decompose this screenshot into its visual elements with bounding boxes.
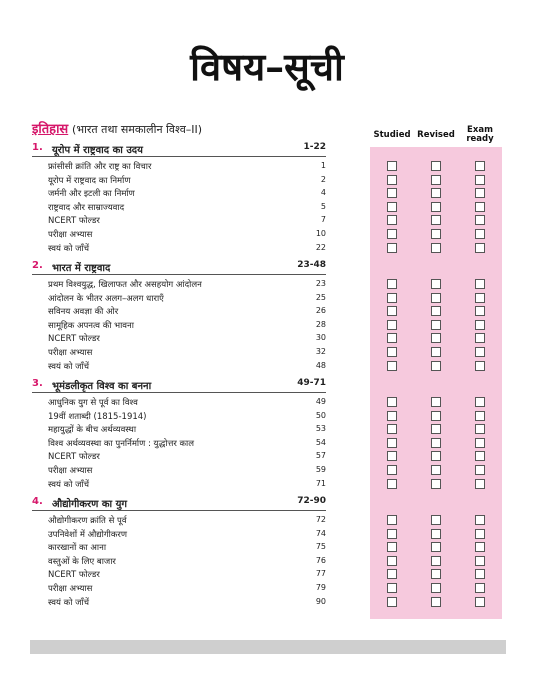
column-header-exam-line2: ready: [466, 134, 494, 144]
studied-checkbox[interactable]: [387, 542, 397, 552]
studied-checkbox[interactable]: [387, 411, 397, 421]
toc-entry[interactable]: [48, 450, 326, 464]
exam-ready-checkbox[interactable]: [475, 293, 485, 303]
chapter-section: [32, 260, 326, 372]
studied-checkbox[interactable]: [387, 451, 397, 461]
revised-checkbox[interactable]: [431, 161, 441, 171]
toc-entry-label: प्रथम विश्वयुद्ध, खिलाफत और असहयोग आंदोलन: [48, 280, 202, 290]
revised-checkbox[interactable]: [431, 215, 441, 225]
exam-ready-checkbox[interactable]: [475, 424, 485, 434]
exam-ready-checkbox[interactable]: [475, 529, 485, 539]
toc-entry[interactable]: [48, 514, 326, 528]
exam-ready-checkbox[interactable]: [475, 465, 485, 475]
exam-ready-checkbox[interactable]: [475, 556, 485, 566]
toc-entry-label: NCERT फोल्डर: [48, 452, 100, 463]
toc-entry-label: औद्योगीकरण क्रांति से पूर्व: [48, 516, 127, 526]
studied-checkbox[interactable]: [387, 597, 397, 607]
chapter-page-range: 49-71: [297, 378, 326, 388]
exam-ready-checkbox[interactable]: [475, 279, 485, 289]
subject-name: इतिहास: [32, 122, 69, 137]
toc-entry[interactable]: [48, 464, 326, 478]
studied-checkbox[interactable]: [387, 479, 397, 489]
revised-checkbox[interactable]: [431, 479, 441, 489]
revised-checkbox[interactable]: [431, 556, 441, 566]
toc-entry-label: विश्व अर्थव्यवस्था का पुनर्निर्माण : युद्धोत्तर काल: [48, 438, 194, 449]
revised-checkbox[interactable]: [431, 293, 441, 303]
toc-entry-page: 1: [320, 161, 326, 170]
studied-checkbox[interactable]: [387, 279, 397, 289]
revised-checkbox[interactable]: [431, 583, 441, 593]
toc-entry-label: परीक्षा अभ्यास: [48, 584, 93, 594]
revised-checkbox[interactable]: [431, 175, 441, 185]
exam-ready-checkbox[interactable]: [475, 175, 485, 185]
chapter-heading[interactable]: [32, 378, 326, 392]
toc-entry-page: 59: [315, 465, 326, 474]
toc-entry-label: स्वयं को जाँचें: [48, 597, 90, 608]
chapter-section: [32, 142, 326, 254]
exam-ready-checkbox[interactable]: [475, 361, 485, 371]
toc-entry-label: फ्रांसीसी क्रांति और राष्ट्र का विचार: [48, 162, 152, 172]
revised-checkbox[interactable]: [431, 424, 441, 434]
exam-ready-checkbox[interactable]: [475, 451, 485, 461]
chapter-heading[interactable]: [32, 260, 326, 274]
toc-entry[interactable]: [48, 242, 326, 256]
toc-entry-label: NCERT फोल्डर: [48, 216, 100, 227]
studied-checkbox[interactable]: [387, 320, 397, 330]
studied-checkbox[interactable]: [387, 306, 397, 316]
toc-entry-page: 50: [315, 410, 326, 420]
revised-checkbox[interactable]: [431, 569, 441, 579]
toc-entry-label: स्वयं को जाँचें: [48, 479, 90, 490]
exam-ready-checkbox[interactable]: [475, 411, 485, 421]
exam-ready-checkbox[interactable]: [475, 229, 485, 239]
chapter-number: 2.: [32, 260, 43, 271]
toc-entry[interactable]: [48, 528, 326, 542]
toc-entry-page: 23: [315, 279, 326, 288]
studied-checkbox[interactable]: [387, 515, 397, 525]
exam-ready-checkbox[interactable]: [475, 515, 485, 525]
footer-bar: [30, 640, 506, 654]
toc-entry[interactable]: [48, 305, 326, 319]
column-header-studied: Studied: [373, 130, 411, 140]
exam-ready-checkbox[interactable]: [475, 438, 485, 448]
toc-entry-label: वस्तुओं के लिए बाजार: [48, 556, 116, 567]
toc-entry-label: यूरोप में राष्ट्रवाद का निर्माण: [48, 175, 131, 186]
studied-checkbox[interactable]: [387, 215, 397, 225]
exam-ready-checkbox[interactable]: [475, 243, 485, 253]
subject-heading: [32, 119, 202, 137]
chapter-heading[interactable]: [32, 496, 326, 510]
toc-entry-page: 32: [315, 347, 326, 356]
revised-checkbox[interactable]: [431, 451, 441, 461]
toc-entry-page: 26: [315, 306, 326, 316]
toc-entry-label: उपनिवेशों में औद्योगीकरण: [48, 529, 127, 540]
studied-checkbox[interactable]: [387, 361, 397, 371]
chapter-section: [32, 496, 326, 608]
revised-checkbox[interactable]: [431, 188, 441, 198]
chapter-page-range: 1-22: [303, 142, 326, 152]
studied-checkbox[interactable]: [387, 438, 397, 448]
chapter-divider: [32, 274, 326, 275]
studied-checkbox[interactable]: [387, 202, 397, 212]
revised-checkbox[interactable]: [431, 411, 441, 421]
toc-entry[interactable]: [48, 360, 326, 374]
toc-entry[interactable]: [48, 396, 326, 410]
toc-entry-page: 90: [315, 596, 326, 606]
revised-checkbox[interactable]: [431, 202, 441, 212]
studied-checkbox[interactable]: [387, 229, 397, 239]
chapter-heading[interactable]: [32, 142, 326, 156]
chapter-number: 1.: [32, 142, 43, 153]
revised-checkbox[interactable]: [431, 333, 441, 343]
exam-ready-checkbox[interactable]: [475, 569, 485, 579]
revised-checkbox[interactable]: [431, 306, 441, 316]
toc-entry[interactable]: [48, 423, 326, 437]
chapter-divider: [32, 392, 326, 393]
revised-checkbox[interactable]: [431, 320, 441, 330]
exam-ready-checkbox[interactable]: [475, 188, 485, 198]
toc-entry-page: 25: [315, 292, 326, 302]
toc-entry-page: 48: [315, 360, 326, 370]
exam-ready-checkbox[interactable]: [475, 215, 485, 225]
toc-entry-label: आधुनिक युग से पूर्व का विश्व: [48, 398, 138, 408]
toc-entry-page: 5: [320, 201, 326, 211]
subject-subtitle: (भारत तथा समकालीन विश्व–II): [72, 123, 203, 136]
exam-ready-checkbox[interactable]: [475, 202, 485, 212]
studied-checkbox[interactable]: [387, 556, 397, 566]
toc-entry-label: स्वयं को जाँचें: [48, 243, 90, 254]
chapter-divider: [32, 156, 326, 157]
studied-checkbox[interactable]: [387, 397, 397, 407]
toc-entry[interactable]: [48, 582, 326, 596]
toc-entry[interactable]: [48, 437, 326, 451]
toc-entry[interactable]: [48, 228, 326, 242]
studied-checkbox[interactable]: [387, 188, 397, 198]
toc-entry[interactable]: [48, 292, 326, 306]
toc-entry[interactable]: [48, 410, 326, 424]
revised-checkbox[interactable]: [431, 529, 441, 539]
revised-checkbox[interactable]: [431, 229, 441, 239]
exam-ready-checkbox[interactable]: [475, 161, 485, 171]
toc-entry-page: 28: [315, 319, 326, 329]
toc-entry-page: 72: [315, 515, 326, 524]
toc-entry[interactable]: [48, 555, 326, 569]
revised-checkbox[interactable]: [431, 465, 441, 475]
column-header-exam-ready: [458, 126, 502, 144]
toc-entry-page: 4: [320, 188, 326, 198]
revised-checkbox[interactable]: [431, 397, 441, 407]
chapter-page-range: 72-90: [297, 496, 326, 506]
toc-entry-label: NCERT फोल्डर: [48, 334, 100, 345]
toc-entry-label: 19वीं शताब्दी (1815-1914): [48, 411, 147, 422]
studied-checkbox[interactable]: [387, 333, 397, 343]
toc-entry-label: परीक्षा अभ्यास: [48, 466, 93, 476]
chapter-page-range: 23-48: [297, 260, 326, 270]
toc-entry[interactable]: [48, 160, 326, 174]
exam-ready-checkbox[interactable]: [475, 397, 485, 407]
revised-checkbox[interactable]: [431, 542, 441, 552]
toc-entry-label: जर्मनी और इटली का निर्माण: [48, 189, 135, 200]
toc-entry-page: 49: [315, 397, 326, 406]
revised-checkbox[interactable]: [431, 243, 441, 253]
exam-ready-checkbox[interactable]: [475, 347, 485, 357]
studied-checkbox[interactable]: [387, 569, 397, 579]
toc-entry[interactable]: [48, 319, 326, 333]
toc-entry-page: 75: [315, 542, 326, 552]
column-header-revised: Revised: [417, 130, 455, 140]
toc-entry-label: सविनय अवज्ञा की ओर: [48, 307, 119, 318]
toc-entry-page: 77: [315, 569, 326, 579]
exam-ready-checkbox[interactable]: [475, 542, 485, 552]
chapter-title: भूमंडलीकृत विश्व का बनना: [52, 381, 152, 392]
toc-entry-page: 71: [315, 478, 326, 488]
revised-checkbox[interactable]: [431, 279, 441, 289]
chapter-title: भारत में राष्ट्रवाद: [52, 263, 111, 274]
toc-entry[interactable]: [48, 278, 326, 292]
toc-entry[interactable]: [48, 596, 326, 610]
exam-ready-checkbox[interactable]: [475, 306, 485, 316]
toc-entry[interactable]: [48, 541, 326, 555]
exam-ready-checkbox[interactable]: [475, 333, 485, 343]
toc-entry-page: 54: [315, 437, 326, 447]
toc-entry-label: NCERT फोल्डर: [48, 570, 100, 581]
studied-checkbox[interactable]: [387, 293, 397, 303]
page-title: विषय–सूची: [190, 44, 344, 89]
toc-entry-label: सामूहिक अपनत्व की भावना: [48, 320, 134, 331]
toc-entry[interactable]: [48, 332, 326, 346]
column-header-exam-line1: Exam: [467, 125, 493, 135]
toc-entry-page: 74: [315, 528, 326, 538]
toc-entry-page: 7: [320, 215, 326, 225]
toc-entry-label: राष्ट्रवाद और साम्राज्यवाद: [48, 202, 125, 213]
toc-entry[interactable]: [48, 201, 326, 215]
toc-entry-label: आंदोलन के भीतर अलग–अलग धाराएँ: [48, 293, 164, 304]
exam-ready-checkbox[interactable]: [475, 479, 485, 489]
toc-entry-label: स्वयं को जाँचें: [48, 361, 90, 372]
studied-checkbox[interactable]: [387, 175, 397, 185]
chapter-number: 4.: [32, 496, 43, 507]
toc-entry-page: 22: [315, 242, 326, 252]
chapter-title: औद्योगीकरण का युग: [52, 499, 128, 510]
toc-entry-label: परीक्षा अभ्यास: [48, 348, 93, 358]
revised-checkbox[interactable]: [431, 347, 441, 357]
studied-checkbox[interactable]: [387, 424, 397, 434]
toc-entry-label: महायुद्धों के बीच अर्थव्यवस्था: [48, 425, 137, 436]
toc-entry-page: 2: [320, 174, 326, 184]
revised-checkbox[interactable]: [431, 438, 441, 448]
toc-entry-label: कारखानों का आना: [48, 543, 107, 554]
toc-entry-page: 10: [315, 229, 326, 238]
chapter-divider: [32, 510, 326, 511]
toc-entry-page: 79: [315, 583, 326, 592]
exam-ready-checkbox[interactable]: [475, 583, 485, 593]
chapter-number: 3.: [32, 378, 43, 389]
toc-entry-page: 30: [315, 333, 326, 343]
toc-entry-page: 53: [315, 424, 326, 434]
chapter-section: [32, 378, 326, 490]
chapter-title: यूरोप में राष्ट्रवाद का उदय: [52, 145, 143, 156]
toc-entry[interactable]: [48, 174, 326, 188]
toc-entry-page: 76: [315, 555, 326, 565]
toc-entry-label: परीक्षा अभ्यास: [48, 230, 93, 240]
studied-checkbox[interactable]: [387, 583, 397, 593]
exam-ready-checkbox[interactable]: [475, 597, 485, 607]
revised-checkbox[interactable]: [431, 515, 441, 525]
revised-checkbox[interactable]: [431, 361, 441, 371]
studied-checkbox[interactable]: [387, 529, 397, 539]
toc-entry-page: 57: [315, 451, 326, 461]
toc-entry[interactable]: [48, 478, 326, 492]
toc-entry[interactable]: [48, 214, 326, 228]
revised-checkbox[interactable]: [431, 597, 441, 607]
toc-entry[interactable]: [48, 568, 326, 582]
studied-checkbox[interactable]: [387, 161, 397, 171]
studied-checkbox[interactable]: [387, 465, 397, 475]
toc-entry[interactable]: [48, 346, 326, 360]
toc-entry[interactable]: [48, 187, 326, 201]
studied-checkbox[interactable]: [387, 347, 397, 357]
exam-ready-checkbox[interactable]: [475, 320, 485, 330]
studied-checkbox[interactable]: [387, 243, 397, 253]
